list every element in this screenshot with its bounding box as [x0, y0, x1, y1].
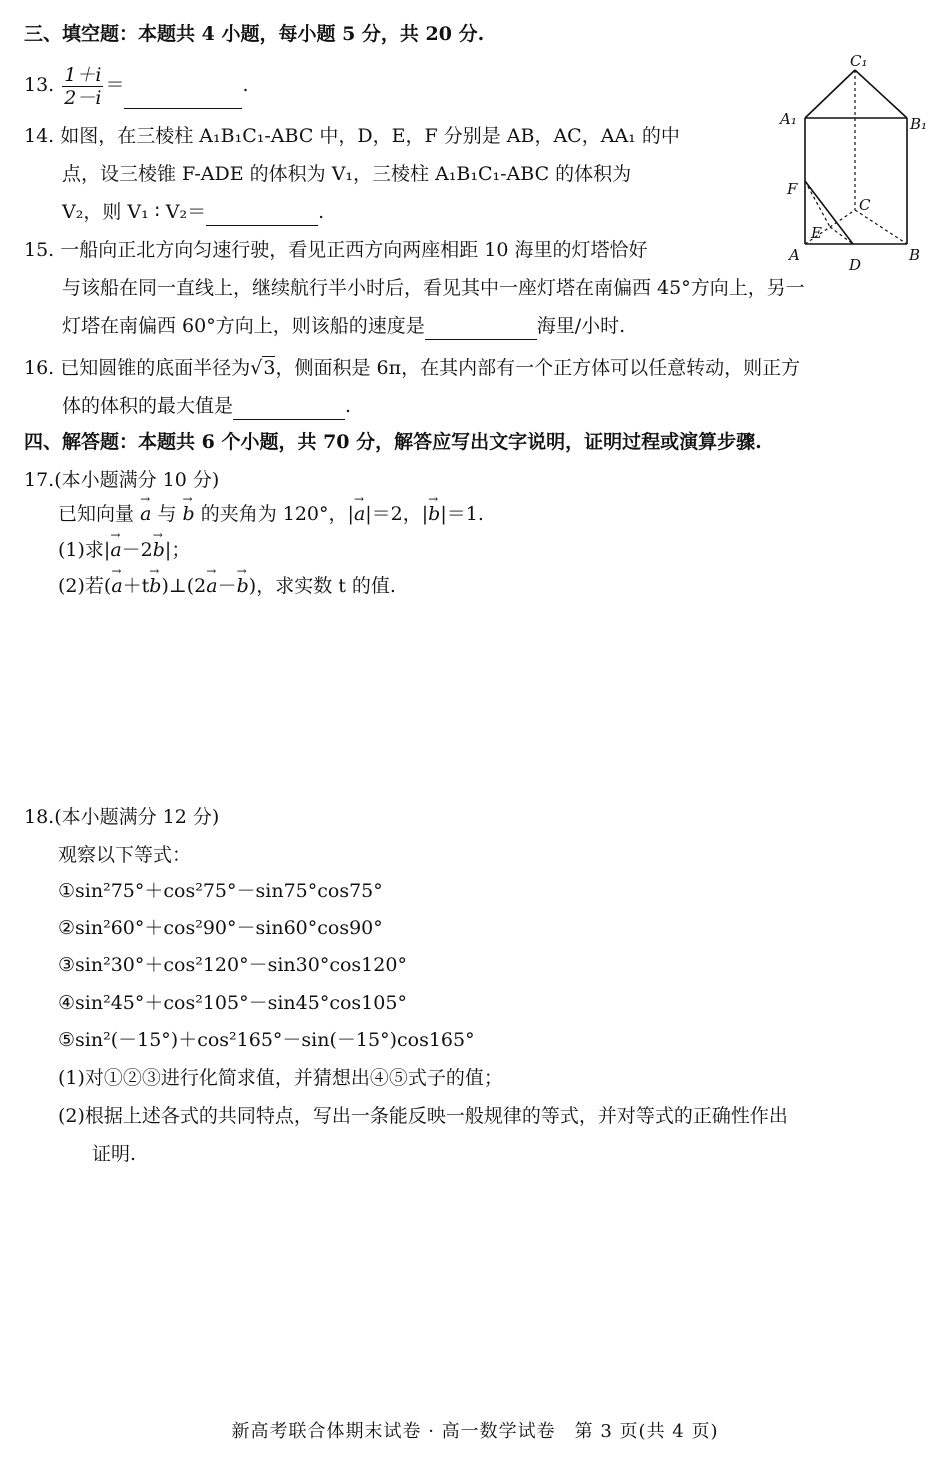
section-4-heading: 四、解答题：本题共 6 个小题，共 70 分，解答应写出文字说明，证明过程或演算步骤. [24, 431, 762, 453]
question-18-part-2-cont: 证明. [92, 1143, 137, 1165]
vector-a: → a [140, 500, 151, 528]
part-1-text-b: －2 [121, 539, 153, 561]
vector-a: → a [206, 572, 217, 600]
stem-text-a: 已知向量 [58, 503, 135, 525]
vector-a: → a [110, 536, 121, 564]
question-18-number: 18. [24, 806, 55, 828]
label-a1: A₁ [780, 110, 797, 128]
vector-b: → b [428, 500, 440, 528]
question-13 [24, 62, 249, 109]
vector-b: → b [237, 572, 249, 600]
question-17-part-1 [58, 536, 190, 564]
question-16-text-2: 体的体积的最大值是 [62, 395, 234, 417]
question-14-text-3: V₂，则 V₁ ∶ V₂＝ [62, 201, 207, 223]
question-16-end: . [345, 395, 352, 417]
section-3-heading: 三、填空题：本题共 4 小题，每小题 5 分，共 20 分. [24, 23, 485, 45]
question-15-number: 15. [24, 239, 55, 261]
label-e: E [811, 224, 822, 242]
label-a: A [789, 246, 800, 264]
equation-2: ②sin²60°＋cos²90°－sin60°cos90° [58, 917, 383, 939]
fraction-denominator: 2－i [64, 86, 102, 109]
equation-5: ⑤sin²(－15°)＋cos²165°－sin(－15°)cos165° [58, 1029, 475, 1051]
question-17-part-2 [58, 572, 396, 600]
stem-text-c: 的夹角为 120°，| [200, 503, 354, 525]
part-2-text-b: ＋t [122, 575, 150, 597]
question-13-equals: ＝ [105, 74, 125, 96]
vector-a: → a [354, 500, 365, 528]
question-15-unit: 海里/小时. [536, 315, 626, 337]
edge-a1-c1 [805, 70, 855, 118]
fraction-numerator: 1＋i [64, 63, 102, 86]
vector-b: → b [153, 536, 165, 564]
question-15-text-3: 灯塔在南偏西 60°方向上，则该船的速度是 [62, 315, 425, 337]
part-1-text-a: (1)求| [58, 539, 111, 561]
question-15-text-1: 一船向正北方向匀速行驶，看见正西方向两座相距 10 海里的灯塔恰好 [60, 239, 648, 261]
question-16-text-1b: ，侧面积是 6π，在其内部有一个正方体可以任意转动，则正方 [275, 357, 801, 379]
question-16-number: 16. [24, 357, 55, 379]
page-footer: 新高考联合体期末试卷 · 高一数学试卷 第 3 页(共 4 页) [231, 1421, 719, 1442]
part-1-text-c: |； [164, 539, 191, 561]
answer-blank-16[interactable] [233, 397, 345, 420]
question-13-fraction [62, 64, 103, 109]
question-18-part-1: (1)对①②③进行化简求值，并猜想出④⑤式子的值； [58, 1067, 503, 1089]
part-2-text-a: (2)若( [58, 575, 112, 597]
question-13-end: . [242, 74, 249, 96]
stem-text-d: |＝2，| [365, 503, 429, 525]
edge-c1-b1 [855, 70, 907, 118]
equation-1: ①sin²75°＋cos²75°－sin75°cos75° [58, 880, 383, 902]
label-d: D [849, 256, 862, 274]
question-16-text-1a: 已知圆锥的底面半径为 [60, 357, 251, 379]
equation-4: ④sin²45°＋cos²105°－sin45°cos105° [58, 992, 407, 1014]
question-15-line-1 [24, 236, 648, 264]
question-17-number: 17. [24, 469, 55, 491]
question-15-line-2: 与该船在同一直线上，继续航行半小时后，看见其中一座灯塔在南偏西 45°方向上，另一 [62, 277, 805, 299]
edge-c-b-hidden [855, 210, 907, 244]
question-14-line-3 [62, 198, 324, 226]
question-14-end: . [318, 201, 325, 223]
vector-a: → a [111, 572, 122, 600]
label-c: C [859, 196, 871, 214]
answer-blank-14[interactable] [206, 203, 318, 226]
question-16-line-1 [24, 354, 800, 382]
part-2-text-d: － [217, 575, 237, 597]
question-17-score: (本小题满分 10 分) [54, 469, 220, 491]
question-13-number: 13. [24, 74, 55, 96]
question-18-header [24, 803, 219, 831]
question-18-part-2: (2)根据上述各式的共同特点，写出一条能反映一般规律的等式，并对等式的正确性作出 [58, 1105, 788, 1127]
label-b1: B₁ [910, 115, 928, 133]
answer-blank-15[interactable] [425, 317, 537, 340]
label-c1: C₁ [850, 52, 868, 70]
answer-blank-13[interactable] [124, 86, 242, 109]
sqrt-radicand: 3 [263, 357, 276, 379]
stem-text-b: 与 [157, 503, 177, 525]
question-18-intro: 观察以下等式： [58, 844, 192, 866]
question-16-line-2 [62, 392, 351, 420]
label-b: B [909, 246, 921, 264]
label-f: F [787, 180, 798, 198]
question-14-number: 14. [24, 125, 55, 147]
equation-3: ③sin²30°＋cos²120°－sin30°cos120° [58, 954, 407, 976]
stem-text-e: |＝1. [440, 503, 484, 525]
vector-b: → b [149, 572, 161, 600]
question-15-line-3 [62, 312, 625, 340]
vector-b: → b [183, 500, 195, 528]
prism-figure [775, 52, 940, 277]
part-2-text-c: )⊥(2 [161, 575, 207, 597]
question-14-line-1 [24, 122, 680, 150]
question-18-score: (本小题满分 12 分) [54, 806, 220, 828]
question-17-stem [58, 500, 484, 528]
sqrt-symbol: √ [250, 357, 263, 379]
part-2-text-e: )，求实数 t 的值. [248, 575, 396, 597]
question-14-text-1: 如图，在三棱柱 A₁B₁C₁-ABC 中，D，E，F 分别是 AB，AC，AA₁ 的中 [60, 125, 680, 147]
edge-f-e-hidden [805, 181, 830, 227]
question-14-line-2: 点，设三棱锥 F-ADE 的体积为 V₁，三棱柱 A₁B₁C₁-ABC 的体积为 [62, 163, 632, 185]
